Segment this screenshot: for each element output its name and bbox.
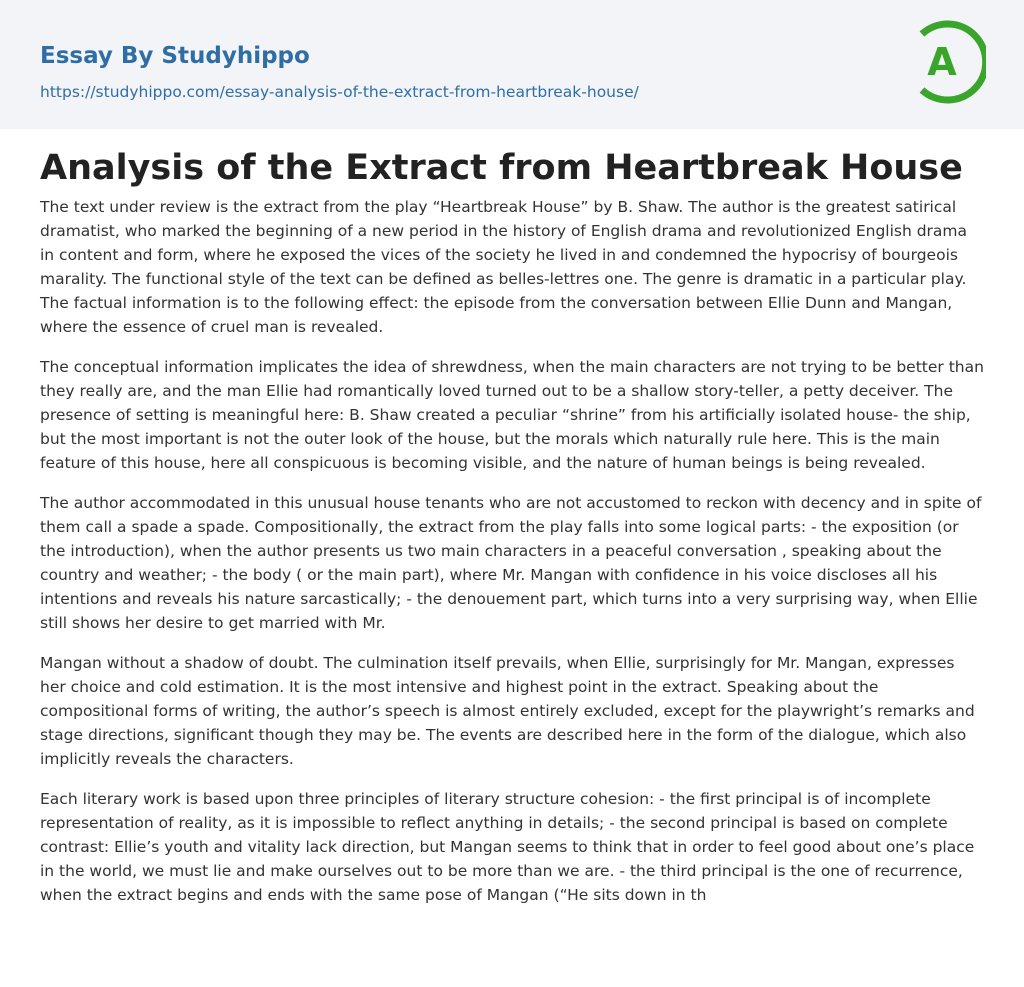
paragraph: The text under review is the extract from the play “Heartbreak House” by B. Shaw. The author is the greatest satirical dramatist, who marked the beginning of a new period in the history of English drama and revolutionized English drama in content and form, where he exposed the vices of the society he lived in and condemned the hypocrisy of bourgeois marality. The functional style of the text can be defined as belles-lettres one. The genre is dramatic in a particular play. The factual information is to the following effect: the episode from the conversation between Ellie Dunn and Mangan, where the essence of cruel man is revealed. (40, 198, 968, 336)
article (0, 147, 1024, 907)
studyhippo-logo-icon[interactable] (914, 18, 986, 106)
paragraph: The author accommodated in this unusual house tenants who are not accustomed to reckon with decency and in spite of them call a spade a spade. Compositionally, the extract from the play falls into some logical parts: - the exposition (or the introduction), when the author presents us two main characters in a peaceful conversation , speaking about the country and weather; - the body ( or the main part), where Mr. Mangan with confidence in his voice discloses all his intentions and reveals his nature sarcastically; - the denouement part, which turns into a very surprising way, when Ellie still shows her desire to get married with Mr. (40, 494, 982, 632)
site-title[interactable]: Essay By Studyhippo (40, 43, 310, 69)
paragraph: Each literary work is based upon three principles of literary structure cohesion: - the first principal is of incomplete representation of reality, as it is impossible to reflect anything in details; - the second principal is based on complete contrast: Ellie’s youth and vitality lack direction, but Mangan seems to think that in order to feel good about one’s place in the world, we must lie and make ourselves out to be more than we are. - the third principal is the one of recurrence, when the extract begins and ends with the same pose of Mangan (“He sits down in th (40, 790, 975, 904)
article-url-link[interactable]: https://studyhippo.com/essay-analysis-of-the-extract-from-heartbreak-house/ (40, 83, 639, 101)
site-header (0, 0, 1024, 129)
paragraph: The conceptual information implicates the idea of shrewdness, when the main characters are not trying to be better than they really are, and the man Ellie had romantically loved turned out to be a shallow story-teller, a petty deceiver. The presence of setting is meaningful here: B. Shaw created a peculiar “shrine” from his artificially isolated house- the ship, but the most important is not the outer look of the house, but the morals which naturally rule here. This is the main feature of this house, here all conspicuous is becoming visible, and the nature of human beings is being revealed. (40, 358, 984, 472)
paragraph: Mangan without a shadow of doubt. The culmination itself prevails, when Ellie, surprisingly for Mr. Mangan, expresses her choice and cold estimation. It is the most intensive and highest point in the extract. Speaking about the compositional forms of writing, the author’s speech is almost entirely excluded, except for the playwright’s remarks and stage directions, significant though they may be. The events are described here in the form of the dialogue, which also implicitly reveals the characters. (40, 654, 975, 768)
logo-letter: A (927, 40, 957, 84)
page-title: Analysis of the Extract from Heartbreak House (40, 148, 963, 188)
